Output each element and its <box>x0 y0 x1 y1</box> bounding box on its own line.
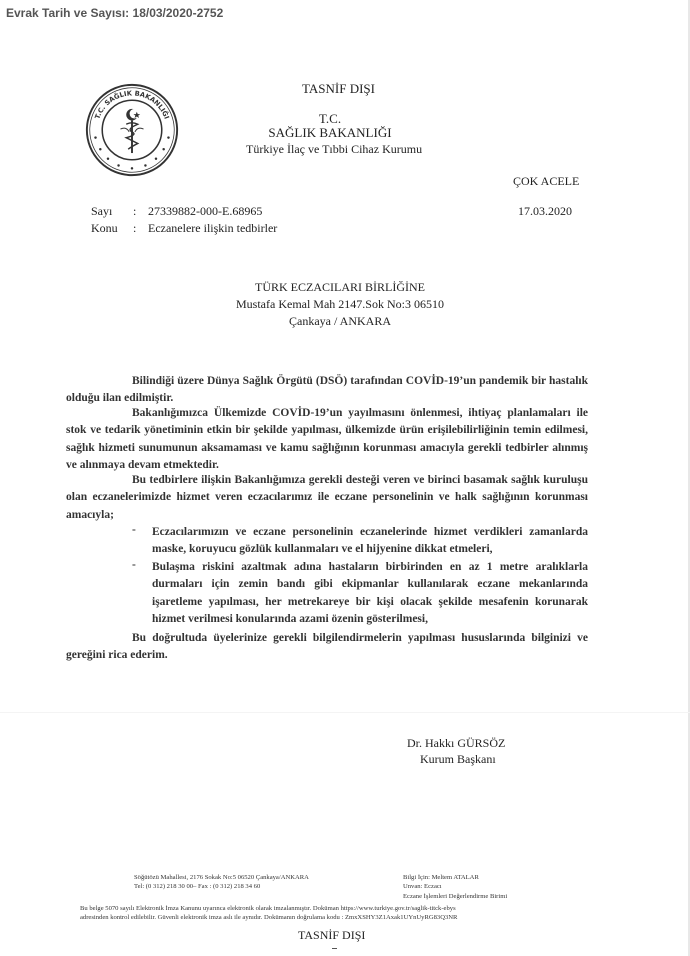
ministry-seal-logo <box>84 82 180 178</box>
body-paragraph-2: Bakanlığımızca Ülkemizde COVİD-19’un yayılmasını önlenmesi, ihtiyaç planlamaları ile stok ve tedarik yönetiminin etkin bir şekilde yapılması, ülkemizde ürün erişilebilirliğinin temin edilmesi, sağlık hizmeti sunumunun aksamaması ve kamu sağlığının korunması amacıyla gerekli tedbirler alınmış ve alınmaya devam etmektedir. <box>66 407 588 471</box>
scan-mark <box>332 948 337 949</box>
footer-info-contact: Bilgi İçin: Meltem ATALAR <box>403 874 479 881</box>
body-paragraph-3: Bu tedbirlere ilişkin Bakanlığımıza gerekli desteği veren ve birinci basamak sağlık kuruluşu olan eczanelerimizde hizmet veren eczacılarımız ile eczane personelinin ve halk sağlığının korunması amacıyla; <box>66 474 588 521</box>
classification-bottom: TASNİF DIŞI <box>298 928 366 942</box>
bullet-item-1: Eczacılarımızın ve eczane personelinin eczanelerinde hizmet verdikleri zamanlarda maske, koruyucu gözlük kullanmaları ve el hijyenine dikkat etmeleri, <box>152 526 588 556</box>
footer-info-title: Unvan: Eczacı <box>403 883 442 890</box>
body-paragraph-4: Bu doğrultuda üyelerinize gerekli bilgilendirmelerin yapılması hususlarında bilginizi ve gereğini rica ederim. <box>66 632 588 662</box>
signer-name: Dr. Hakkı GÜRSÖZ <box>407 736 506 750</box>
signer-title: Kurum Başkanı <box>420 752 496 766</box>
agency-name: Türkiye İlaç ve Tıbbi Cihaz Kurumu <box>246 142 423 156</box>
evrak-header: Evrak Tarih ve Sayısı: 18/03/2020-2752 <box>6 6 224 20</box>
konu-value: Eczanelere ilişkin tedbirler <box>148 221 278 235</box>
sayi-separator: : <box>133 204 137 218</box>
recipient-address-line2: Çankaya / ANKARA <box>289 314 391 328</box>
body-paragraph-1: Bilindiği üzere Dünya Sağlık Örgütü (DSÖ) tarafından COVİD-19’un pandemik bir hastalık olduğu ilan edilmiştir. <box>66 375 588 405</box>
document-date: 17.03.2020 <box>518 204 572 218</box>
footer-esign-line1: Bu belge 5070 sayılı Elektronik İmza Kanunu uyarınca elektronik olarak imzalanmıştır. Doküman https://www.turkiye.gov.tr/saglik-titck-ebys <box>80 905 456 912</box>
konu-label: Konu <box>91 221 118 235</box>
footer-phone: Tel: (0 312) 218 30 00– Fax : (0 312) 218 34 60 <box>134 883 261 890</box>
sayi-label: Sayı <box>91 204 113 218</box>
bullet-item-2: Bulaşma riskini azaltmak adına hastaların birbirinden en az 1 metre aralıklarla durmaları için zemin bandı gibi ekipmanlar kullanılarak eczane mekanlarında işaretleme yapılması, her metrekareye bir kişi olacak şekilde mesafenin korunarak hizmet verilmesi konularında azami özenin gösterilmesi, <box>152 561 588 625</box>
footer-info-unit: Eczane İşlemleri Değerlendirme Birimi <box>403 893 508 900</box>
classification-top: TASNİF DIŞI <box>302 81 375 96</box>
konu-separator: : <box>133 221 137 235</box>
ministry-name: SAĞLIK BAKANLIĞI <box>268 125 392 140</box>
seal-text: T.C. SAĞLIK BAKANLIĞI <box>93 89 171 121</box>
scan-separator <box>0 712 690 713</box>
recipient-name: TÜRK ECZACILARI BİRLİĞİNE <box>255 280 425 294</box>
urgency-label: ÇOK ACELE <box>513 174 580 188</box>
bullet-mark-2: - <box>132 559 136 571</box>
sayi-value: 27339882-000-E.68965 <box>148 204 263 218</box>
footer-address: Söğütözü Mahallesi, 2176 Sokak No:5 06520 Çankaya/ANKARA <box>134 874 309 881</box>
footer-esign-line2: adresinden kontrol edilebilir. Güvenli elektronik imza aslı ile aynıdır. Dokümanın doğrulama kodu : ZmxXSHY3Z1Axak1UYnUyRG83Q3NR <box>80 914 458 921</box>
recipient-address-line1: Mustafa Kemal Mah 2147.Sok No:3 06510 <box>236 297 444 311</box>
bullet-mark-1: - <box>132 524 136 536</box>
tc-label: T.C. <box>318 111 342 126</box>
